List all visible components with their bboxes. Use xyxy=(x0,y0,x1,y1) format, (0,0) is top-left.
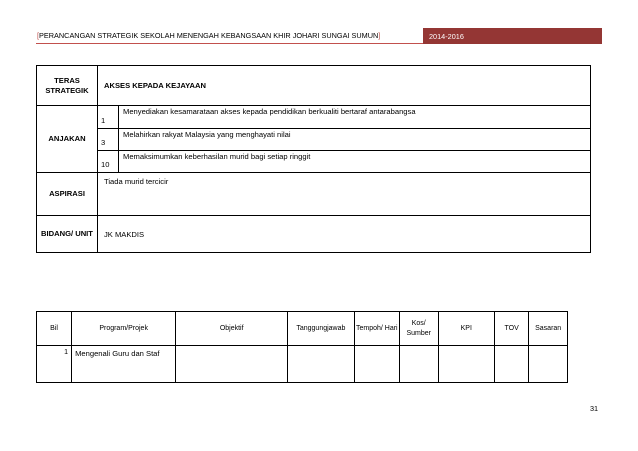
cell-kos xyxy=(399,346,438,383)
title-bracket-open: [ xyxy=(37,31,40,40)
strategy-table xyxy=(36,65,591,253)
aspirasi-value: Tiada murid tercicir xyxy=(98,173,591,216)
teras-row xyxy=(37,66,591,106)
col-program-header: Program/Projek xyxy=(72,312,176,346)
bidang-label: BIDANG/ UNIT xyxy=(37,216,98,253)
cell-tanggungjawab xyxy=(288,346,354,383)
document-title: PERANCANGAN STRATEGIK SEKOLAH MENENGAH KEBANGSAAN KHIR JOHARI SUNGAI SUMUN xyxy=(39,31,379,40)
anjakan-text: Melahirkan rakyat Malaysia yang menghayati nilai xyxy=(119,129,591,151)
bidang-value: JK MAKDIS xyxy=(98,216,591,253)
aspirasi-row xyxy=(37,173,591,216)
page-number: 31 xyxy=(590,404,599,413)
cell-sasaran xyxy=(529,346,568,383)
col-tanggungjawab-header: Tanggungjawab xyxy=(288,312,354,346)
cell-bil: 1 xyxy=(37,346,72,383)
anjakan-row xyxy=(37,129,591,151)
col-bil-header: Bil xyxy=(37,312,72,346)
col-kos-header: Kos/ Sumber xyxy=(399,312,438,346)
cell-tempoh xyxy=(354,346,399,383)
anjakan-number: 1 xyxy=(98,106,119,129)
year-range: 2014-2016 xyxy=(429,31,464,41)
page-header xyxy=(36,28,602,44)
teras-label: TERAS STRATEGIK xyxy=(37,66,98,106)
document-title-bar xyxy=(36,28,423,44)
aspirasi-label: ASPIRASI xyxy=(37,173,98,216)
col-objektif-header: Objektif xyxy=(176,312,288,346)
anjakan-row xyxy=(37,151,591,173)
col-kpi-header: KPI xyxy=(438,312,494,346)
cell-kpi xyxy=(438,346,494,383)
program-table-header xyxy=(37,312,568,346)
anjakan-text: Memaksimumkan keberhasilan murid bagi setiap ringgit xyxy=(119,151,591,173)
anjakan-text: Menyediakan kesamarataan akses kepada pendidikan berkualiti bertaraf antarabangsa xyxy=(119,106,591,129)
anjakan-row xyxy=(37,106,591,129)
anjakan-number: 3 xyxy=(98,129,119,151)
table-row xyxy=(37,346,568,383)
anjakan-number: 10 xyxy=(98,151,119,173)
title-bracket-close: ] xyxy=(378,31,381,40)
cell-tov xyxy=(495,346,529,383)
teras-value: AKSES KEPADA KEJAYAAN xyxy=(98,66,591,106)
cell-program: Mengenali Guru dan Staf xyxy=(72,346,176,383)
cell-objektif xyxy=(176,346,288,383)
col-tov-header: TOV xyxy=(495,312,529,346)
bidang-row xyxy=(37,216,591,253)
col-sasaran-header: Sasaran xyxy=(529,312,568,346)
program-table xyxy=(36,311,568,383)
year-range-badge xyxy=(423,28,602,44)
anjakan-label: ANJAKAN xyxy=(37,106,98,173)
col-tempoh-header: Tempoh/ Hari xyxy=(354,312,399,346)
